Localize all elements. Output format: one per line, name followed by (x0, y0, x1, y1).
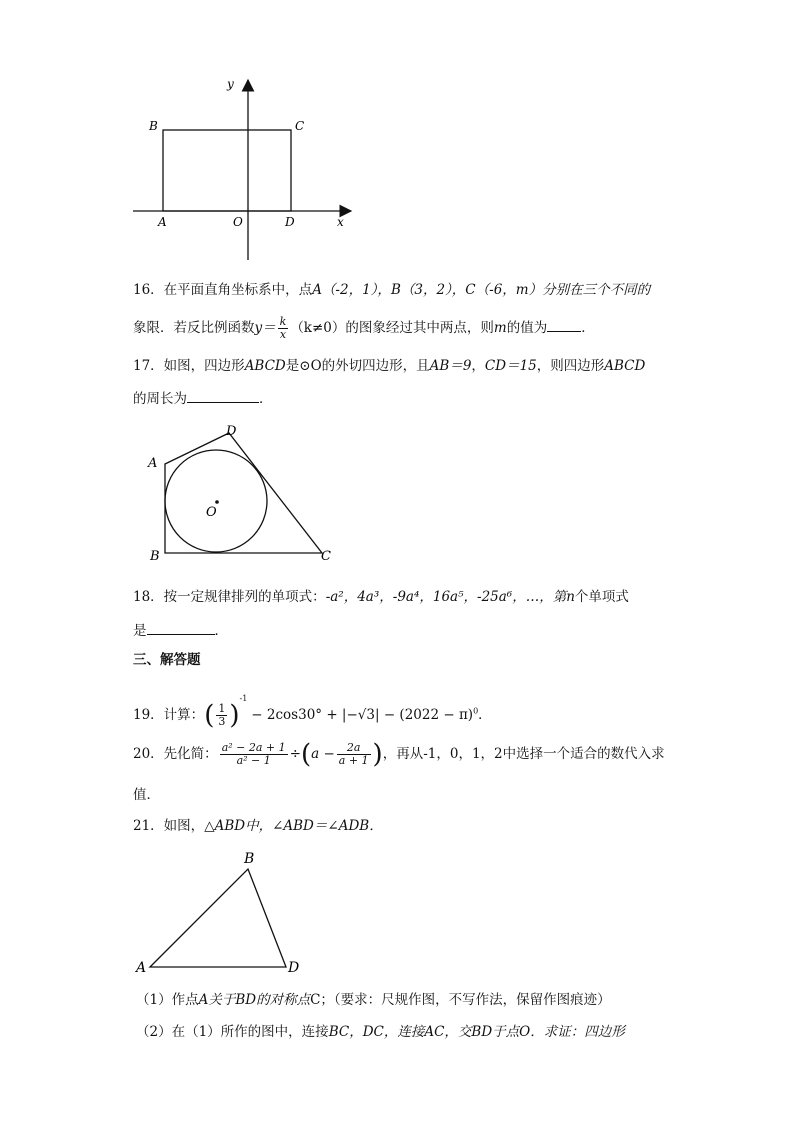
q16-fraction (278, 316, 289, 341)
q16-var-m: m (493, 320, 507, 336)
q18-end: ． (214, 623, 228, 639)
q19-prefix: 19．计算： (133, 707, 205, 723)
q17-ab: AB＝9 (429, 358, 472, 374)
q18-line2 (133, 620, 228, 640)
q18-var-n: n (566, 589, 575, 605)
q16-end: ． (581, 320, 595, 336)
q16-answer-blank[interactable] (547, 317, 581, 332)
q17-text-3: ，则四边形 (536, 358, 605, 374)
q17-text-2: 是⊙O的外切四边形，且 (285, 358, 430, 374)
q17-label-d: D (226, 424, 237, 439)
q20-paren-expr: a − (311, 746, 335, 762)
q18-answer-blank[interactable] (147, 620, 215, 635)
q16-point-a: A（-2，1）， (312, 282, 391, 298)
q20-line1: 20．先化简： $\frac{\text{a² − 2a + 1}}{\text{a² − 1}}$ ÷(a − $\frac{2a}{a + 1}$ )，再从-1，0，1，2中选择一个适合的数代入求 (133, 739, 665, 770)
q17-label-b: B (150, 549, 160, 564)
point-label-c: C (295, 119, 305, 133)
q19-fraction (216, 703, 227, 728)
q17-cd: CD＝15 (484, 358, 537, 374)
q17-abcd-1: ABCD (244, 358, 286, 374)
q21-sub1-text-3: C；（要求：尺规作图，不写作法，保留作图痕迹） (310, 992, 611, 1008)
q16-frac-num: k (279, 315, 287, 328)
figure-q21-triangle-abd (130, 848, 310, 976)
point-label-d: D (285, 215, 295, 229)
q20-line2 (133, 786, 160, 804)
triangle-abd (150, 869, 286, 967)
q21-text-1: 21．如图， (133, 818, 205, 834)
q17-text-4: 的周长为 (133, 391, 187, 407)
q17-text-1: 17．如图，四边形 (133, 358, 245, 374)
figure-q17-tangential-quadrilateral (140, 420, 340, 568)
point-label-b: B (149, 119, 158, 133)
q21-sub2-text-1: （2）在（1）所作的图中，连接 (136, 1024, 329, 1040)
q20-frac1-den: a² − 1 (236, 754, 271, 767)
q16-text-3: 的值为 (506, 320, 548, 336)
q20-divide: ÷ (289, 746, 301, 762)
q16-text-2: 象限．若反比例函数 (133, 320, 255, 336)
q19-exponent: -1 (239, 694, 248, 703)
q19-expression: − 2cos30° + |−√3| − (2022 − π) (251, 707, 474, 723)
q20-frac2-num: 2a (337, 742, 371, 755)
q16-point-b: B（3，2）， (390, 282, 466, 298)
q21-label-a: A (136, 960, 147, 976)
q17-label-o: O (206, 505, 217, 520)
q20-fraction-2 (337, 742, 371, 767)
q16-condition: （k≠0）的图象经过其中两点，则 (290, 320, 494, 336)
center-point-o (215, 500, 219, 504)
q16-line1 (133, 281, 650, 299)
q18-text-3: 是 (133, 623, 147, 639)
q17-line2 (133, 388, 273, 408)
q16-point-c: C（-6，m）分别在三个不同的 (465, 282, 651, 298)
q16-frac-den: x (279, 328, 287, 341)
q21-line1 (133, 817, 383, 835)
q21-sub1-text-2: A关于BD的对称点 (198, 992, 311, 1008)
q21-label-d: D (288, 960, 300, 976)
q17-answer-blank[interactable] (187, 388, 259, 403)
q19-line: 19．计算：( $\frac{1}{3}$ )$^{-1}- 2\cos 30^\circ + |-√3| - (2022 - \pi)^0$． (133, 694, 492, 731)
q20-frac1-num: a² − 2a + 1 (221, 741, 286, 754)
q17-label-c: C (321, 549, 331, 564)
q21-sub1 (136, 991, 611, 1009)
q19-exponent-zero: 0 (473, 706, 479, 716)
q17-line1: 17．如图，四边形ABCD是⊙O的外切四边形，且AB＝9，CD＝15，则四边形ABCD (133, 358, 646, 374)
q17-label-a: A (148, 456, 158, 471)
q20-text-after: ，再从-1，0，1，2中选择一个适合的数代入求 (382, 746, 665, 762)
q18-text-1: 18．按一定规律排列的单项式： (133, 589, 326, 605)
origin-label: O (233, 215, 243, 229)
q16-line2 (133, 316, 595, 350)
q21-sub2-text-2: BC，DC，连接AC，交BD于点O．求证：四边形 (328, 1024, 625, 1040)
q19-frac-den: 3 (218, 715, 226, 728)
point-label-a: A (158, 215, 167, 229)
q18-line1 (133, 588, 629, 606)
q21-angles: ∠ABD＝∠ADB． (272, 818, 383, 834)
quadrilateral-abcd (165, 433, 322, 553)
q21-sub1-text-1: （1）作点 (136, 992, 199, 1008)
y-axis-label: y (227, 77, 234, 91)
figure-q15-coordinate-rectangle (125, 72, 365, 264)
x-axis-label: x (337, 215, 344, 229)
q17-abcd-2: ABCD (604, 358, 646, 374)
q16-y-eq: y＝ (254, 320, 276, 336)
q16-text-1: 16．在平面直角坐标系中，点 (133, 282, 313, 298)
q18-text-2: 个单项式 (574, 589, 629, 605)
q21-label-b: B (244, 851, 255, 867)
section-3-heading: 三、解答题 (133, 652, 201, 668)
rectangle-abcd (163, 130, 291, 211)
q20-prefix: 20．先化简： (133, 746, 218, 762)
q20-frac2-den: a + 1 (338, 754, 369, 767)
q20-fraction-1 (220, 742, 288, 767)
q17-end: ． (259, 391, 273, 407)
q21-sub2 (136, 1023, 625, 1041)
q20-text-2: 值． (133, 787, 160, 803)
q19-frac-num: 1 (218, 702, 226, 715)
q18-terms: -a²，4a³，-9a⁴，16a⁵，-25a⁶，…，第 (325, 589, 567, 605)
q21-triangle: △ABD中， (204, 818, 273, 834)
q19-end: ． (478, 707, 492, 723)
